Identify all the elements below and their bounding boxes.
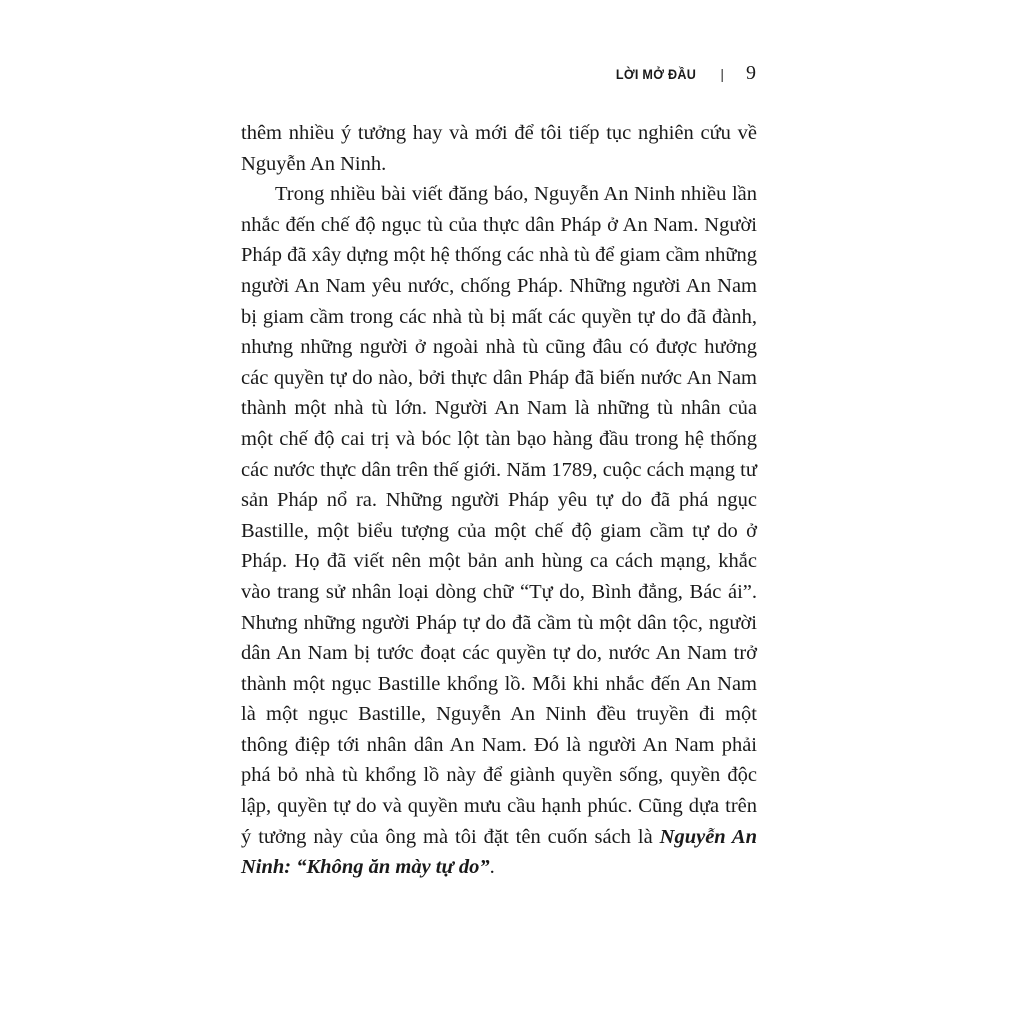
paragraph-end-punctuation: . — [489, 856, 495, 879]
page-number: 9 — [746, 62, 756, 84]
book-title: Nguyễn An Ninh: “Không ăn mày tự do” — [241, 825, 757, 879]
paragraph-continuation: thêm nhiều ý tưởng hay và mới để tôi tiếp tục nghiên cứu về Nguyễn An Ninh. — [241, 122, 757, 175]
section-title: LỜI MỞ ĐẦU — [616, 66, 697, 82]
header-divider: | — [720, 66, 724, 82]
body-text — [241, 118, 757, 883]
running-header — [607, 62, 756, 85]
paragraph-main-text: Trong nhiều bài viết đăng báo, Nguyễn An Ninh nhiều lần nhắc đến chế độ ngục tù của thực dân Pháp ở An Nam. Người Pháp đã xây dựng một hệ thống các nhà tù để giam cầm những người An Nam yêu nước, chống Pháp. Những người An Nam bị giam cầm trong các nhà tù bị mất các quyền tự do đã đành, nhưng những người ở ngoài nhà tù cũng đâu có được hưởng các quyền tự do nào, bởi thực dân Pháp đã biến nước An Nam thành một nhà tù lớn. Người An Nam là những tù nhân của một chế độ cai trị và bóc lột tàn bạo hàng đầu trong hệ thống các nước thực dân trên thế giới. Năm 1789, cuộc cách mạng tư sản Pháp nổ ra. Những người Pháp yêu tự do đã phá ngục Bastille, một biểu tượng của một chế độ giam cầm tự do ở Pháp. Họ đã viết nên một bản anh hùng ca cách mạng, khắc vào trang sử nhân loại dòng chữ “Tự do, Bình đẳng, Bác ái”. Nhưng những người Pháp tự do đã cầm tù một dân tộc, người dân An Nam bị tước đoạt các quyền tự do, nước An Nam trở thành một ngục Bastille khổng lồ. Mỗi khi nhắc đến An Nam là một ngục Bastille, Nguyễn An Ninh đều truyền đi một thông điệp tới nhân dân An Nam. Đó là người An Nam phải phá bỏ nhà tù khổng lồ này để giành quyền sống, quyền độc lập, quyền tự do và quyền mưu cầu hạnh phúc. Cũng dựa trên ý tưởng này của ông mà tôi đặt tên cuốn sách là — [241, 183, 757, 848]
paragraph-main — [241, 179, 757, 883]
